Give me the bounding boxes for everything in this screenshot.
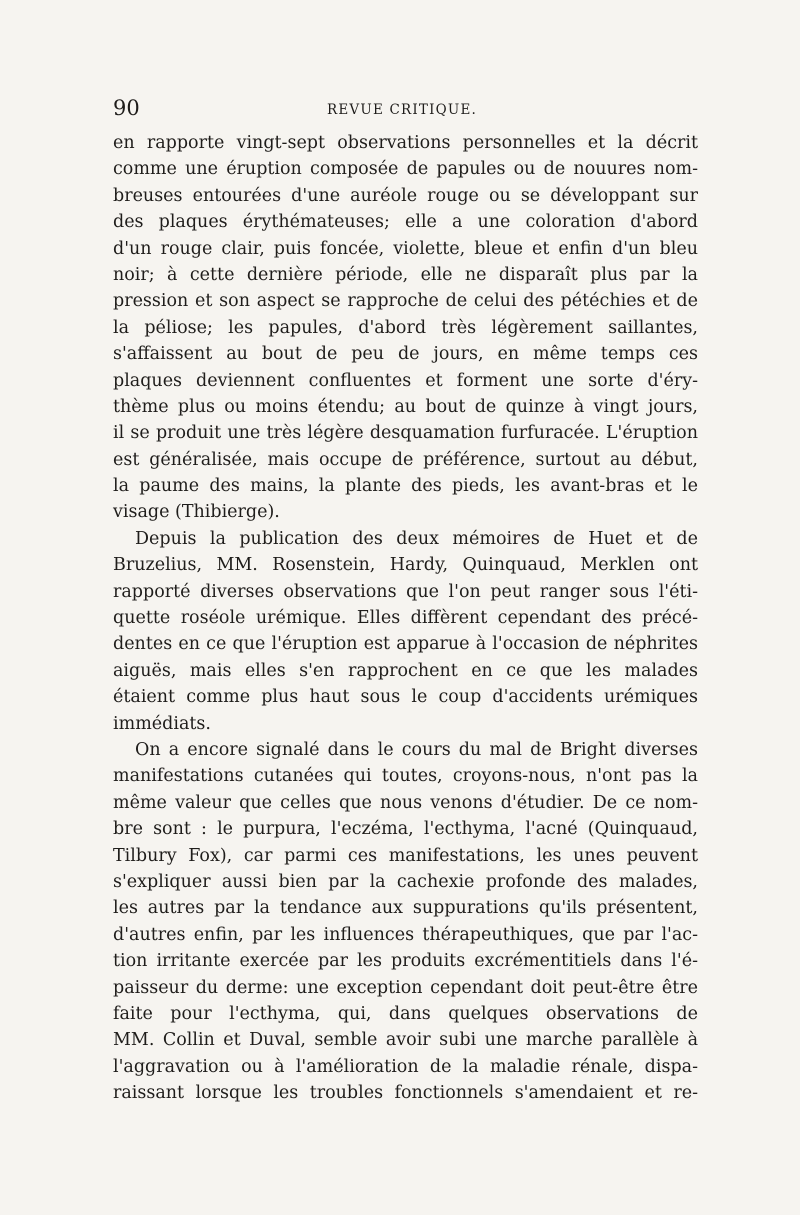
text-line: s'affaissent au bout de peu de jours, en même temps ces — [113, 344, 698, 365]
text-line: les autres par la tendance aux suppurations qu'ils présentent, — [113, 898, 698, 919]
text-line: en rapporte vingt-sept observations personnelles et la décrit — [113, 133, 698, 153]
text-line: noir; à cette dernière période, elle ne disparaît plus par la — [113, 264, 698, 285]
text-line: quette roséole urémique. Elles diffèrent cependant des précé- — [113, 608, 698, 629]
text-line: d'un rouge clair, puis foncée, violette, bleue et enfin d'un bleu — [113, 238, 698, 259]
text-line: dentes en ce que l'éruption est apparue à l'occasion de néphrites — [113, 634, 698, 655]
text-line: est généralisée, mais occupe de préférence, surtout au début, — [113, 449, 698, 470]
running-title: REVUE CRITIQUE. — [327, 102, 478, 118]
text-line: l'aggravation ou à l'amélioration de la maladie rénale, dispa- — [113, 1056, 698, 1077]
text-line: s'expliquer aussi bien par la cachexie profonde des malades, — [113, 871, 698, 892]
text-line: plaques deviennent confluentes et forment une sorte d'éry- — [113, 370, 698, 391]
text-line: Depuis la publication des deux mémoires de Huet et de — [135, 528, 698, 549]
text-line: faite pour l'ecthyma, qui, dans quelques observations de — [113, 1003, 698, 1024]
text-line: Tilbury Fox), car parmi ces manifestations, les unes peuvent — [113, 845, 698, 866]
text-line: même valeur que celles que nous venons d'étudier. De ce nom- — [113, 792, 698, 813]
text-line: tion irritante exercée par les produits excrémentitiels dans l'é- — [113, 951, 698, 972]
text-line: la paume des mains, la plante des pieds, les avant-bras et le — [113, 476, 698, 497]
text-line: immédiats. — [113, 713, 211, 734]
text-line: breuses entourées d'une auréole rouge ou se développant sur — [113, 185, 698, 206]
text-line: aiguës, mais elles s'en rapprochent en ce que les malades — [113, 660, 698, 681]
body-text — [113, 130, 698, 1106]
text-line: raissant lorsque les troubles fonctionnels s'amendaient et re- — [113, 1083, 698, 1104]
text-line: il se produit une très légère desquamation furfuracée. L'éruption — [113, 423, 698, 444]
page-number: 90 — [113, 96, 140, 120]
page-header — [113, 96, 698, 126]
text-line: bre sont : le purpura, l'eczéma, l'ecthyma, l'acné (Quinquaud, — [113, 819, 698, 840]
text-line: d'autres enfin, par les influences thérapeuthiques, que par l'ac- — [113, 924, 698, 945]
text-line: visage (Thibierge). — [113, 502, 280, 523]
text-line: pression et son aspect se rapproche de celui des pétéchies et de — [113, 291, 698, 312]
text-line: comme une éruption composée de papules ou de nouures nom- — [113, 159, 698, 180]
text-line: des plaques érythémateuses; elle a une coloration d'abord — [113, 212, 698, 233]
text-line: paisseur du derme: une exception cependant doit peut-être être — [113, 977, 698, 998]
text-line: manifestations cutanées qui toutes, croyons-nous, n'ont pas la — [113, 766, 698, 787]
text-line: Bruzelius, MM. Rosenstein, Hardy, Quinquaud, Merklen ont — [113, 555, 698, 576]
text-line: thème plus ou moins étendu; au bout de quinze à vingt jours, — [113, 396, 698, 417]
text-line: la péliose; les papules, d'abord très légèrement saillantes, — [113, 317, 698, 338]
text-line: MM. Collin et Duval, semble avoir subi une marche parallèle à — [113, 1030, 698, 1051]
text-line: On a encore signalé dans le cours du mal de Bright diverses — [135, 739, 698, 760]
text-line: étaient comme plus haut sous le coup d'accidents urémiques — [113, 687, 698, 708]
text-line: rapporté diverses observations que l'on peut ranger sous l'éti- — [113, 581, 698, 602]
